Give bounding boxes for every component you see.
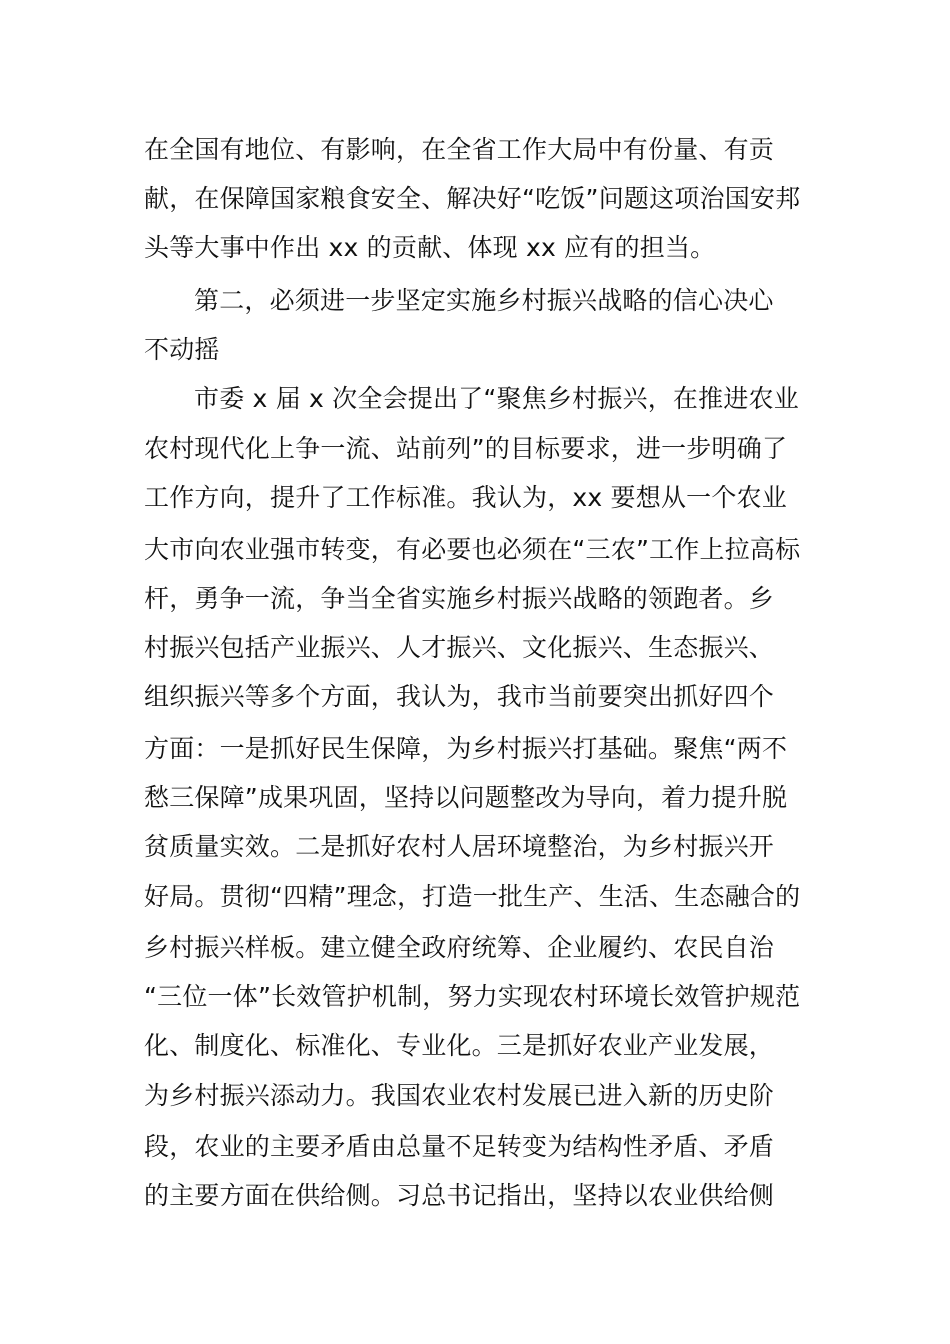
paragraph-first-line: 市委 x 届 x 次全会提出了“聚焦乡村振兴，在推进农业 <box>194 384 799 413</box>
text-line: 化、制度化、标准化、专业化。三是抓好农业产业发展， <box>144 1031 775 1060</box>
text-line: 头等大事中作出 xx 的贡献、体现 xx 应有的担当。 <box>144 233 716 262</box>
text-line: 大市向农业强市转变，有必要也必须在“三农”工作上拉高标 <box>144 535 801 564</box>
section-heading-line: 不动摇 <box>144 335 220 364</box>
text-line: 工作方向，提升了工作标准。我认为，xx 要想从一个农业 <box>144 483 787 512</box>
text-line: 好局。贯彻“四精”理念，打造一批生产、生活、生态融合的 <box>144 882 801 911</box>
text-line: 乡村振兴样板。建立健全政府统筹、企业履约、农民自治 <box>144 933 775 962</box>
text-line: 段，农业的主要矛盾由总量不足转变为结构性矛盾、矛盾 <box>144 1132 775 1161</box>
text-line: 组织振兴等多个方面，我认为，我市当前要突出抓好四个 <box>144 682 775 711</box>
text-line: “三位一体”长效管护机制，努力实现农村环境长效管护规范 <box>144 982 801 1011</box>
text-line: 愁三保障”成果巩固，坚持以问题整改为导向，着力提升脱 <box>144 783 788 812</box>
text-line: 杆，勇争一流，争当全省实施乡村振兴战略的领跑者。乡 <box>144 584 775 613</box>
text-line: 在全国有地位、有影响，在全省工作大局中有份量、有贡 <box>144 135 775 164</box>
text-line: 的主要方面在供给侧。习总书记指出，坚持以农业供给侧 <box>144 1181 775 1210</box>
text-line: 贫质量实效。二是抓好农村人居环境整治，为乡村振兴开 <box>144 832 775 861</box>
section-heading-line: 第二，必须进一步坚定实施乡村振兴战略的信心决心 <box>194 286 774 315</box>
text-line: 方面：一是抓好民生保障，为乡村振兴打基础。聚焦“两不 <box>144 734 788 763</box>
text-line: 为乡村振兴添动力。我国农业农村发展已进入新的历史阶 <box>144 1081 775 1110</box>
text-line: 献，在保障国家粮食安全、解决好“吃饭”问题这项治国安邦 <box>144 184 801 213</box>
text-line: 村振兴包括产业振兴、人才振兴、文化振兴、生态振兴、 <box>144 633 775 662</box>
text-line: 农村现代化上争一流、站前列”的目标要求，进一步明确了 <box>144 434 788 463</box>
